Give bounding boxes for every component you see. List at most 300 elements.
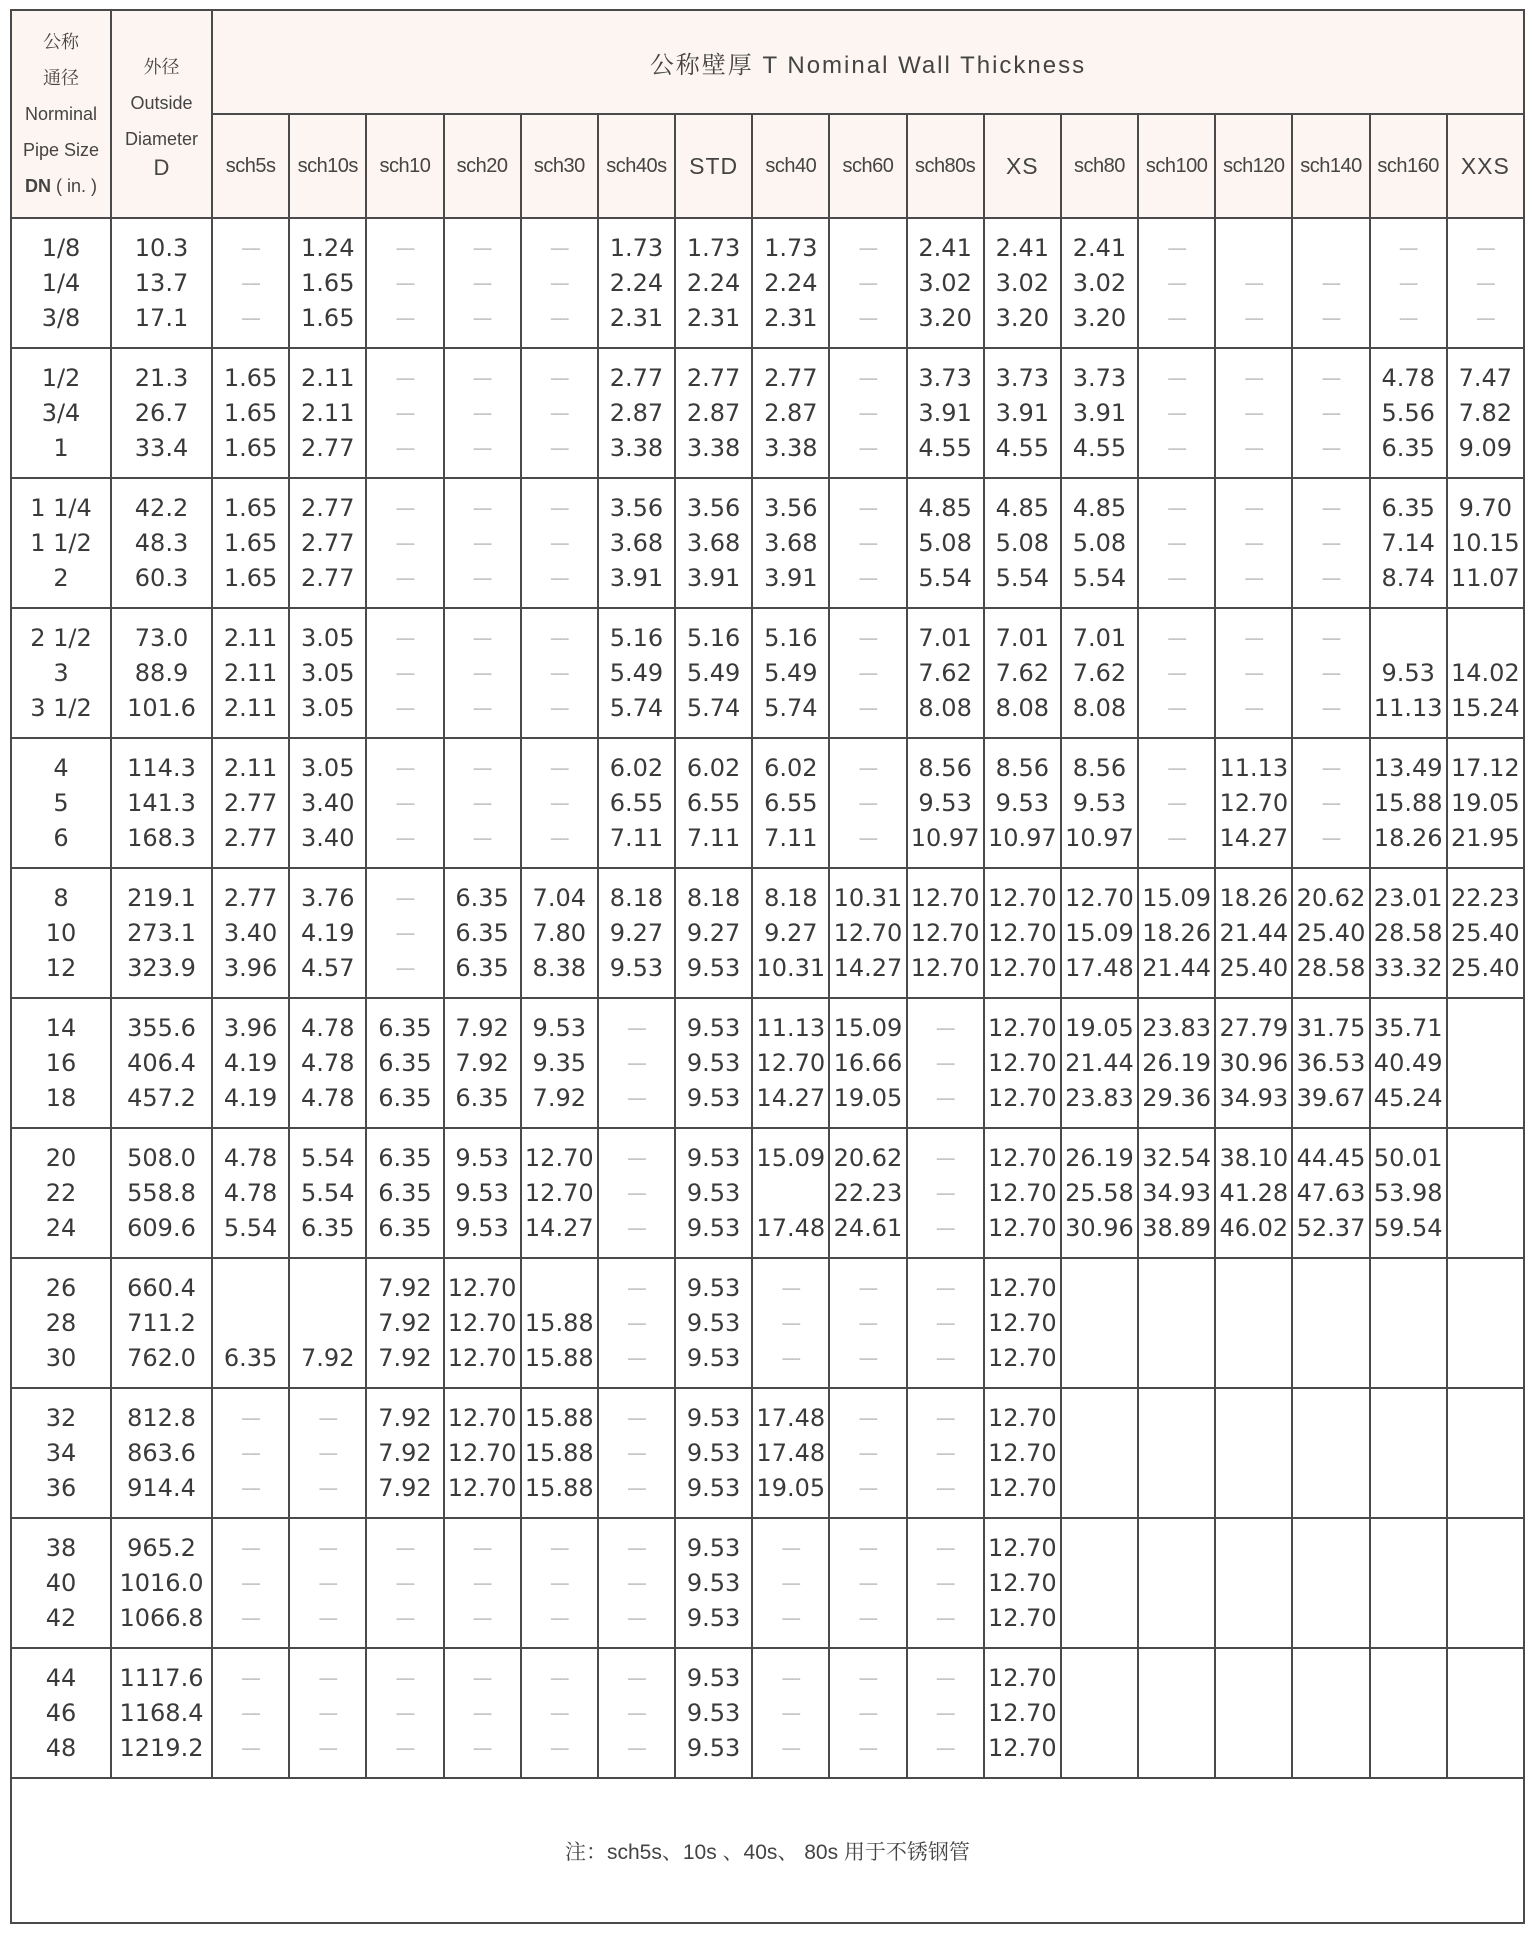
thickness-cell-std (675, 608, 752, 738)
not-applicable-dash: ------ (859, 441, 877, 455)
not-applicable-dash: ------ (550, 796, 569, 810)
cell-value: 1 (53, 433, 69, 462)
not-applicable-dash: ------ (781, 1611, 800, 1625)
not-applicable-dash: ------ (627, 1576, 646, 1590)
cell-value (1216, 231, 1291, 266)
cell-value: 2.77 (301, 528, 355, 557)
not-applicable-dash: ------ (859, 1671, 877, 1685)
cell-value: 3.02 (1072, 268, 1127, 297)
not-applicable-dash: ------ (396, 276, 414, 290)
thickness-cell-sch30 (521, 218, 598, 348)
not-applicable-dash: ------ (396, 371, 414, 385)
cell-value (1448, 1471, 1523, 1506)
cell-value: 20.62 (833, 1143, 903, 1172)
cell-value (1216, 1471, 1291, 1506)
cell-value: 26.19 (1142, 1048, 1211, 1077)
cell-value: 41.28 (1219, 1178, 1289, 1207)
not-applicable-dash: ------ (627, 1411, 646, 1425)
cell-value: 12.70 (987, 1473, 1057, 1502)
cell-value: 8.08 (918, 693, 972, 722)
cell-value: 3.73 (1072, 363, 1127, 392)
cell-value: 7.62 (995, 658, 1050, 687)
cell-value: 10.97 (987, 823, 1057, 852)
cell-value: 8.18 (686, 883, 741, 912)
not-applicable-dash: ------ (1167, 536, 1186, 550)
cell-value: 50.01 (1373, 1143, 1443, 1172)
thickness-cell-sch160 (1370, 1258, 1447, 1388)
cell-value: 9.53 (686, 1013, 741, 1042)
cell-value: 2.31 (609, 303, 664, 332)
cell-value: 9.53 (686, 1048, 741, 1077)
thickness-cell-sch10s (289, 738, 366, 868)
cell-value: 6.55 (764, 788, 818, 817)
thickness-cell-xxs (1447, 998, 1524, 1128)
thickness-cell-sch40s (598, 1388, 675, 1518)
not-applicable-dash: ------ (859, 371, 877, 385)
thickness-cell-sch80s (907, 1648, 984, 1778)
cell-value (1371, 1341, 1446, 1376)
cell-value: 5.54 (995, 563, 1050, 592)
not-applicable-dash: ------ (473, 276, 492, 290)
thickness-cell-sch40s (598, 1128, 675, 1258)
cell-value: 2.41 (995, 233, 1050, 262)
cell-value (753, 1176, 828, 1211)
not-applicable-dash: ------ (396, 311, 414, 325)
thickness-cell-xxs (1447, 218, 1524, 348)
cell-value (1448, 1436, 1523, 1471)
not-applicable-dash: ------ (859, 796, 877, 810)
cell-value (1293, 1341, 1368, 1376)
thickness-cell-sch5s (212, 478, 289, 608)
not-applicable-dash: ------ (241, 1671, 260, 1685)
not-applicable-dash: ------ (936, 1481, 955, 1495)
thickness-cell-sch5s (212, 1388, 289, 1518)
cell-value: 10.97 (1065, 823, 1134, 852)
cell-value (1371, 1601, 1446, 1636)
cell-value: 9.53 (1072, 788, 1127, 817)
cell-value: 8.56 (995, 753, 1050, 782)
cell-value: 38.89 (1142, 1213, 1211, 1242)
cell-value (1293, 1601, 1368, 1636)
cell-value: 3 (53, 658, 69, 687)
cell-value: 7.47 (1458, 363, 1513, 392)
not-applicable-dash: ------ (627, 1541, 646, 1555)
thickness-cell-sch5s (212, 998, 289, 1128)
cell-value: 12.70 (833, 918, 903, 947)
not-applicable-dash: ------ (936, 1221, 955, 1235)
thickness-cell-sch5s (212, 1648, 289, 1778)
cell-value (522, 1271, 597, 1306)
thickness-cell-sch60 (829, 1518, 906, 1648)
not-applicable-dash: ------ (936, 1091, 955, 1105)
cell-value: 5.54 (918, 563, 972, 592)
not-applicable-dash: ------ (1476, 311, 1495, 325)
thickness-cell-sch40 (752, 1518, 829, 1648)
not-applicable-dash: ------ (396, 891, 414, 905)
not-applicable-dash: ------ (550, 1671, 569, 1685)
thickness-cell-sch40s (598, 738, 675, 868)
cell-value: 3.05 (301, 753, 355, 782)
cell-value: 12.70 (447, 1343, 517, 1372)
cell-value: 6.35 (223, 1343, 278, 1372)
cell-value: 14.27 (1219, 823, 1289, 852)
not-applicable-dash: ------ (318, 1671, 337, 1685)
not-applicable-dash: ------ (1322, 796, 1340, 810)
thickness-cell-sch5s (212, 218, 289, 348)
not-applicable-dash: ------ (241, 241, 260, 255)
cell-value: 711.2 (127, 1308, 196, 1337)
cell-value: 9.53 (686, 1533, 741, 1562)
thickness-cell-xs (984, 1388, 1061, 1518)
not-applicable-dash: ------ (1244, 571, 1263, 585)
thickness-cell-sch120 (1215, 1388, 1292, 1518)
cell-value (1216, 1566, 1291, 1601)
cell-value (1139, 1566, 1214, 1601)
cell-value: 2.11 (223, 623, 278, 652)
wall-thickness-group-header: 公称壁厚 T Nominal Wall Thickness (212, 10, 1524, 114)
cell-value: 323.9 (127, 953, 196, 982)
cell-value: 17.12 (1450, 753, 1520, 782)
not-applicable-dash: ------ (1322, 311, 1340, 325)
thickness-cell-sch100 (1138, 738, 1215, 868)
cell-value: 4.78 (1381, 363, 1435, 392)
not-applicable-dash: ------ (627, 1186, 646, 1200)
cell-value: 24 (45, 1213, 77, 1242)
cell-value: 1 1/2 (30, 528, 92, 557)
cell-value: 12.70 (987, 1568, 1057, 1597)
thickness-cell-xxs (1447, 868, 1524, 998)
not-applicable-dash: ------ (241, 1411, 260, 1425)
thickness-cell-sch5s (212, 348, 289, 478)
thickness-cell-sch10s (289, 348, 366, 478)
cell-value: 5.49 (609, 658, 664, 687)
cell-value: 9.53 (686, 1213, 741, 1242)
cell-value: 8.08 (1072, 693, 1127, 722)
not-applicable-dash: ------ (396, 501, 414, 515)
thickness-cell-sch80 (1061, 1518, 1138, 1648)
not-applicable-dash: ------ (781, 1576, 800, 1590)
cell-value: 6.02 (686, 753, 741, 782)
cell-value: 5.16 (609, 623, 664, 652)
not-applicable-dash: ------ (936, 1351, 955, 1365)
not-applicable-dash: ------ (1399, 241, 1418, 255)
cell-value: 9.53 (1381, 658, 1435, 687)
thickness-cell-sch40s (598, 1258, 675, 1388)
cell-value: 5.08 (918, 528, 972, 557)
cell-value: 46 (45, 1698, 77, 1727)
cell-value (1139, 1696, 1214, 1731)
table-row-group (11, 1128, 1524, 1258)
thickness-cell-sch140 (1292, 1518, 1369, 1648)
thickness-cell-sch10 (366, 1648, 443, 1778)
cell-value: 15.09 (1065, 918, 1134, 947)
thickness-cell-std (675, 1128, 752, 1258)
not-applicable-dash: ------ (1167, 501, 1186, 515)
not-applicable-dash: ------ (396, 961, 414, 975)
not-applicable-dash: ------ (241, 1576, 260, 1590)
thickness-cell-sch80 (1061, 1128, 1138, 1258)
cell-value (1293, 1471, 1368, 1506)
cell-value: 12.70 (987, 1308, 1057, 1337)
cell-value: 114.3 (127, 753, 196, 782)
cell-value: 36 (45, 1473, 77, 1502)
column-header-sch80: sch80 (1061, 114, 1138, 218)
cell-value (1448, 1696, 1523, 1731)
cell-value (1293, 1696, 1368, 1731)
not-applicable-dash: ------ (550, 761, 569, 775)
thickness-cell-xs (984, 1128, 1061, 1258)
cell-value: 18.26 (1373, 823, 1443, 852)
cell-value: 34.93 (1219, 1083, 1289, 1112)
cell-value: 3/8 (41, 303, 81, 332)
thickness-cell-sch120 (1215, 348, 1292, 478)
not-applicable-dash: ------ (627, 1056, 646, 1070)
thickness-cell-xxs (1447, 348, 1524, 478)
cell-value: 45.24 (1373, 1083, 1443, 1112)
thickness-cell-sch160 (1370, 1518, 1447, 1648)
thickness-cell-sch20 (444, 1128, 521, 1258)
thickness-cell-sch30 (521, 478, 598, 608)
cell-value: 6.35 (378, 1213, 432, 1242)
thickness-cell-sch5s (212, 1518, 289, 1648)
cell-value (1062, 1661, 1137, 1696)
thickness-cell-sch30 (521, 1648, 598, 1778)
not-applicable-dash: ------ (473, 831, 492, 845)
cell-value: 44 (45, 1663, 77, 1692)
outside-diameter-cell (111, 478, 212, 608)
cell-value: 4 (53, 753, 69, 782)
thickness-cell-sch5s (212, 738, 289, 868)
cell-value: 9.27 (609, 918, 664, 947)
cell-value: 30.96 (1219, 1048, 1289, 1077)
cell-value: 42.2 (134, 493, 189, 522)
thickness-cell-sch80s (907, 1258, 984, 1388)
cell-value: 28.58 (1296, 953, 1366, 982)
cell-value: 609.6 (127, 1213, 196, 1242)
thickness-cell-sch10 (366, 738, 443, 868)
nominal-size-cell (11, 478, 111, 608)
cell-value: 4.19 (301, 918, 355, 947)
cell-value (1371, 1696, 1446, 1731)
cell-value: 1.65 (223, 398, 278, 427)
cell-value: 3 1/2 (30, 693, 92, 722)
not-applicable-dash: ------ (1322, 701, 1340, 715)
not-applicable-dash: ------ (781, 1351, 800, 1365)
not-applicable-dash: ------ (318, 1446, 337, 1460)
cell-value: 10.31 (833, 883, 903, 912)
cell-value: 4.55 (918, 433, 972, 462)
thickness-cell-sch5s (212, 608, 289, 738)
cell-value: 12.70 (987, 883, 1057, 912)
cell-value (1139, 1601, 1214, 1636)
cell-value: 6 (53, 823, 69, 852)
cell-value: 3.56 (609, 493, 664, 522)
cell-value: 6.55 (686, 788, 741, 817)
cell-value: 48 (45, 1733, 77, 1762)
not-applicable-dash: ------ (1322, 371, 1340, 385)
cell-value: 6.35 (1381, 493, 1435, 522)
not-applicable-dash: ------ (627, 1316, 646, 1330)
cell-value: 9.35 (532, 1048, 586, 1077)
cell-value: 219.1 (127, 883, 196, 912)
thickness-cell-std (675, 1648, 752, 1778)
cell-value: 9.53 (686, 1308, 741, 1337)
thickness-cell-sch5s (212, 868, 289, 998)
not-applicable-dash: ------ (473, 666, 492, 680)
cell-value (1216, 1271, 1291, 1306)
not-applicable-dash: ------ (1244, 311, 1263, 325)
cell-value: 2.41 (918, 233, 972, 262)
cell-value: 11.13 (1219, 753, 1289, 782)
outside-diameter-cell (111, 998, 212, 1128)
cell-value (1371, 1661, 1446, 1696)
thickness-cell-sch10s (289, 608, 366, 738)
not-applicable-dash: ------ (318, 1741, 337, 1755)
cell-value: 9.53 (609, 953, 664, 982)
cell-value: 8.74 (1381, 563, 1435, 592)
thickness-cell-sch40 (752, 348, 829, 478)
not-applicable-dash: ------ (859, 536, 877, 550)
cell-value (1448, 1566, 1523, 1601)
cell-value: 7.92 (378, 1403, 432, 1432)
not-applicable-dash: ------ (627, 1091, 646, 1105)
cell-value: 7.11 (764, 823, 818, 852)
cell-value: 12.70 (987, 1403, 1057, 1432)
cell-value: 7.92 (378, 1343, 432, 1372)
outside-diameter-cell (111, 1648, 212, 1778)
cell-value (1062, 1271, 1137, 1306)
table-row-group (11, 868, 1524, 998)
cell-value (1293, 1401, 1368, 1436)
cell-value (213, 1306, 288, 1341)
cell-value (1448, 1011, 1523, 1046)
not-applicable-dash: ------ (781, 1706, 800, 1720)
cell-value: 1.73 (764, 233, 818, 262)
cell-value: 5.08 (1072, 528, 1127, 557)
nominal-size-cell (11, 1518, 111, 1648)
cell-value: 3.68 (686, 528, 741, 557)
cell-value: 14.02 (1450, 658, 1520, 687)
not-applicable-dash: ------ (318, 1481, 337, 1495)
not-applicable-dash: ------ (396, 701, 414, 715)
cell-value: 15.88 (524, 1473, 594, 1502)
thickness-cell-sch20 (444, 608, 521, 738)
thickness-cell-xs (984, 1648, 1061, 1778)
cell-value: 16 (45, 1048, 77, 1077)
thickness-cell-sch100 (1138, 1648, 1215, 1778)
cell-value: 34.93 (1142, 1178, 1211, 1207)
not-applicable-dash: ------ (936, 1021, 955, 1035)
cell-value: 5.54 (1072, 563, 1127, 592)
thickness-cell-xs (984, 1518, 1061, 1648)
od-header-line: Diameter (124, 129, 199, 149)
cell-value: 23.83 (1065, 1083, 1134, 1112)
cell-value: 9.27 (686, 918, 741, 947)
not-applicable-dash: ------ (936, 1281, 955, 1295)
cell-value (1448, 1211, 1523, 1246)
cell-value: 12.70 (987, 1048, 1057, 1077)
cell-value: 17.48 (756, 1403, 826, 1432)
cell-value: 3.96 (223, 953, 278, 982)
thickness-cell-xxs (1447, 1388, 1524, 1518)
not-applicable-dash: ------ (1322, 666, 1340, 680)
cell-value: 9.53 (686, 1698, 741, 1727)
cell-value: 21.44 (1065, 1048, 1134, 1077)
cell-value (1293, 1436, 1368, 1471)
not-applicable-dash: ------ (627, 1611, 646, 1625)
dn-header-line: Norminal (24, 104, 98, 124)
cell-value: 3/4 (41, 398, 81, 427)
not-applicable-dash: ------ (241, 1446, 260, 1460)
not-applicable-dash: ------ (473, 796, 492, 810)
cell-value: 1.65 (301, 268, 355, 297)
thickness-cell-sch30 (521, 608, 598, 738)
cell-value (1139, 1471, 1214, 1506)
nominal-size-cell (11, 738, 111, 868)
cell-value: 1.65 (223, 528, 278, 557)
thickness-cell-sch10 (366, 868, 443, 998)
not-applicable-dash: ------ (936, 1576, 955, 1590)
cell-value: 21.95 (1450, 823, 1520, 852)
not-applicable-dash: ------ (1244, 701, 1263, 715)
thickness-cell-sch30 (521, 1128, 598, 1258)
cell-value: 12.70 (987, 1273, 1057, 1302)
not-applicable-dash: ------ (473, 441, 492, 455)
thickness-cell-sch80s (907, 218, 984, 348)
thickness-cell-sch10 (366, 1128, 443, 1258)
cell-value: 12.70 (910, 883, 980, 912)
not-applicable-dash: ------ (936, 1056, 955, 1070)
cell-value: 7.92 (378, 1273, 432, 1302)
thickness-cell-sch20 (444, 218, 521, 348)
cell-value: 6.35 (378, 1178, 432, 1207)
cell-value: 5.08 (995, 528, 1050, 557)
not-applicable-dash: ------ (627, 1481, 646, 1495)
cell-value (1139, 1271, 1214, 1306)
not-applicable-dash: ------ (318, 1541, 337, 1555)
not-applicable-dash: ------ (396, 241, 414, 255)
cell-value: 33.32 (1373, 953, 1443, 982)
not-applicable-dash: ------ (936, 1151, 955, 1165)
nominal-size-cell (11, 218, 111, 348)
table-row-group (11, 738, 1524, 868)
thickness-cell-sch120 (1215, 1258, 1292, 1388)
cell-value (1293, 1566, 1368, 1601)
cell-value (290, 1271, 365, 1306)
thickness-cell-sch80s (907, 478, 984, 608)
dn-header-unit (12, 168, 110, 204)
cell-value: 3.73 (995, 363, 1050, 392)
cell-value: 1.24 (301, 233, 355, 262)
not-applicable-dash: ------ (1399, 276, 1418, 290)
cell-value: 19.05 (833, 1083, 903, 1112)
column-header-xs: XS (984, 114, 1061, 218)
cell-value: 15.88 (524, 1308, 594, 1337)
not-applicable-dash: ------ (473, 501, 492, 515)
cell-value: 15.24 (1450, 693, 1520, 722)
thickness-cell-xxs (1447, 1128, 1524, 1258)
cell-value (1448, 1306, 1523, 1341)
cell-value: 9.53 (686, 1403, 741, 1432)
cell-value: 4.57 (301, 953, 355, 982)
not-applicable-dash: ------ (781, 1741, 800, 1755)
cell-value: 6.02 (609, 753, 664, 782)
not-applicable-dash: ------ (627, 1741, 646, 1755)
cell-value: 12.70 (1219, 788, 1289, 817)
cell-value: 2.11 (301, 363, 355, 392)
thickness-cell-sch40 (752, 478, 829, 608)
cell-value: 7.92 (455, 1013, 509, 1042)
